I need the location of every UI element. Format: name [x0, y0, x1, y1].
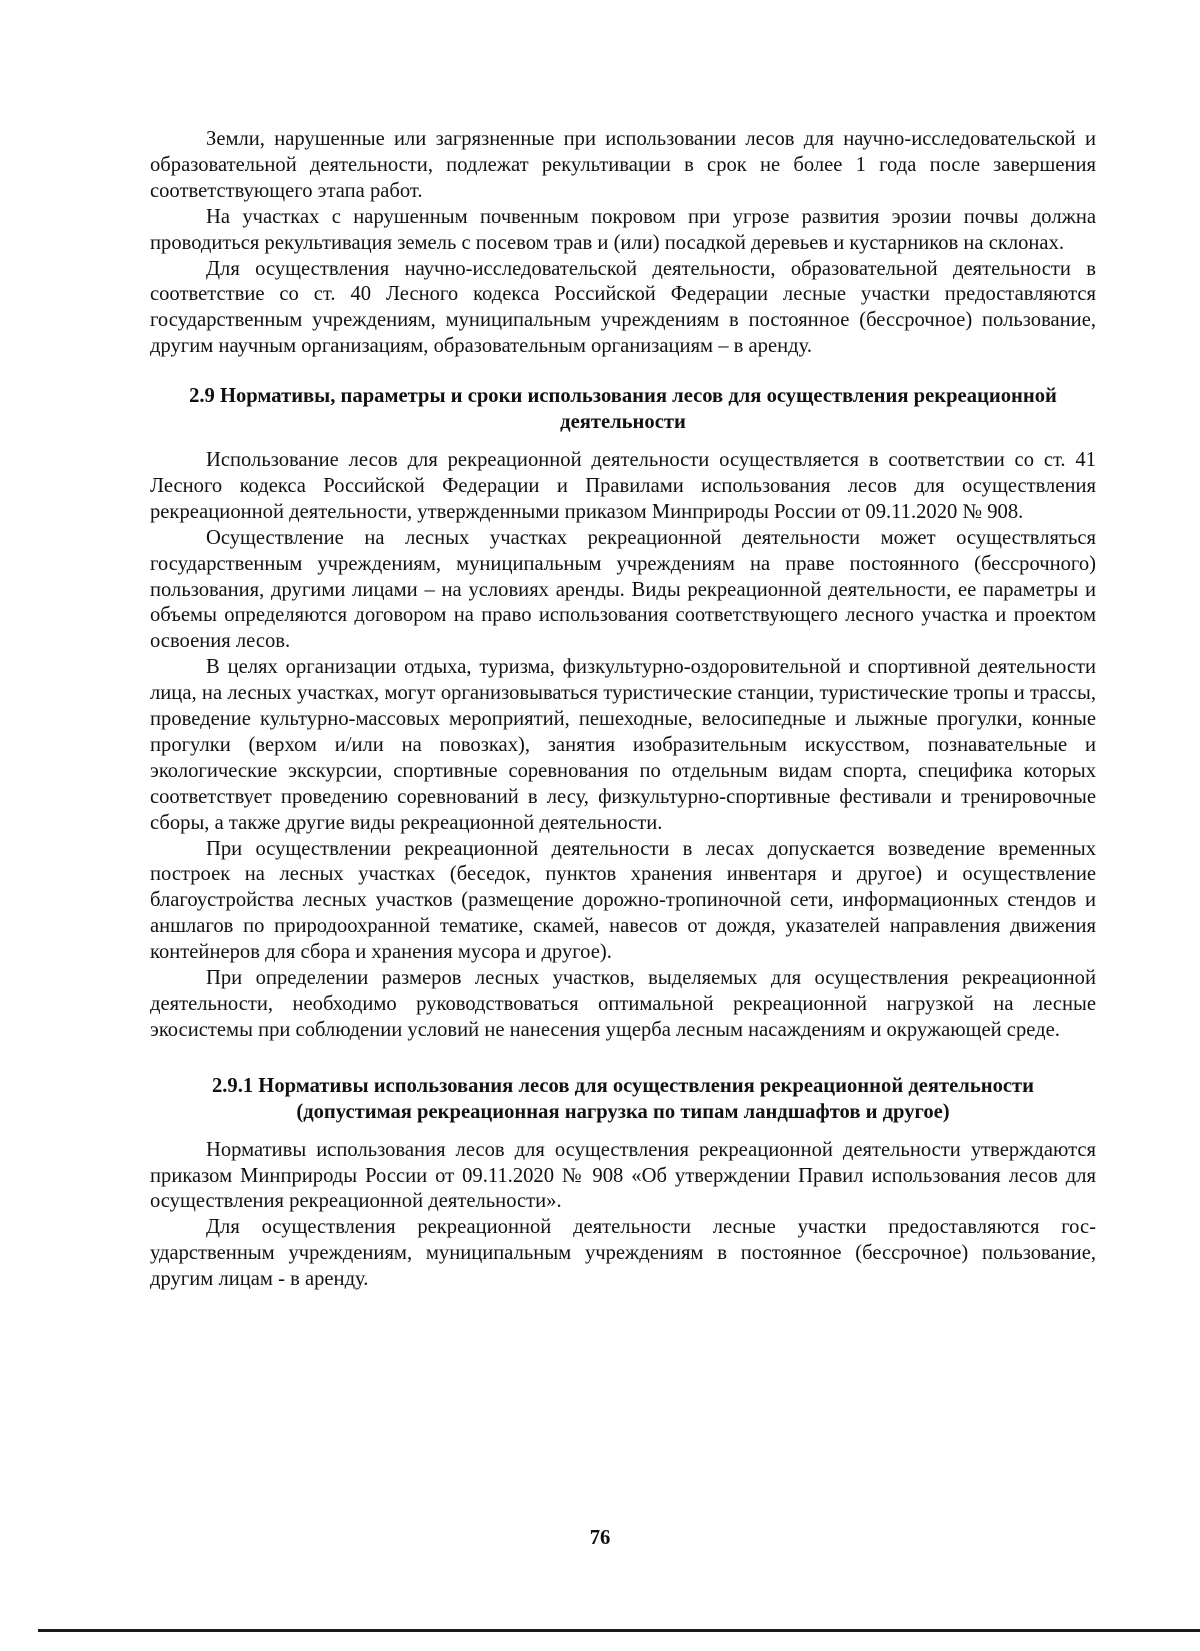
document-page	[150, 127, 1096, 1293]
section-2-9-1-heading-line1: 2.9.1 Нормативы использования лесов для осуществления рекреационной деятельности	[211, 1074, 1035, 1097]
paragraph-research-land-allocation: Для осуществления научно-исследовательской деятельности, образовательной деятельности в соответствие со ст. 40 Лесного кодекса Российской Федерации лесные участки предоставляются государственным учреждениям, муниципальным учреждениям в постоянное (бессрочное) пользование, другим научным организациям, образовательным организациям – в аренду.	[150, 257, 1096, 358]
paragraph-recreation-rights: Осуществление на лесных участках рекреационной деятельности может осуществляться государственным учреждениям, муниципальным учреждениям на праве постоянного (бессрочного) пользования, другими лицами – на условиях аренды. Виды рекреационной деятельности, ее параметры и объемы определяются договором на право использования соответствующего лесного участка и проектом освоения лесов.	[150, 526, 1096, 653]
paragraph-soil-erosion: На участках с нарушенным почвенным покровом при угрозе развития эрозии почвы должна проводиться рекультивация земель с посевом трав и (или) посадкой деревьев и кустарников на склонах.	[150, 205, 1096, 254]
paragraph-recreation-land-allocation: Для осуществления рекреационной деятельности лесные участки предоставляются государственным учреждениям, муниципальным учреждениям в постоянное (бессрочное) пользование, другим лицам - в аренду.	[150, 1216, 1096, 1291]
section-2-9-1-heading	[150, 1074, 1096, 1126]
paragraph-recreation-load: При определении размеров лесных участков, выделяемых для осуществления рекреационной деятельности, необходимо руководствоваться оптимальной рекреационной нагрузкой на лесные экосистемы при соблюдении условий не нанесения ущерба лесным насаждениям и окружающей среде.	[150, 967, 1096, 1041]
paragraph-recreation-legal-basis: Использование лесов для рекреационной деятельности осуществляется в соответствии со ст. 41 Лесного кодекса Российской Федерации и Правилами использования лесов для осуществления рекреационной деятельности, утвержденными приказом Минприроды России от 09.11.2020 № 908.	[150, 448, 1096, 523]
paragraph-land-recultivation: Земли, нарушенные или загрязненные при использовании лесов для научно-исследовательской и образовательной деятельности, подлежат рекультивации в срок не более 1 года после завершения соответствующего этапа работ.	[150, 128, 1096, 202]
section-2-9-1-heading-line2: (допустимая рекреационная нагрузка по типам ландшафтов и другое)	[296, 1100, 950, 1123]
section-2-9-heading: 2.9 Нормативы, параметры и сроки использования лесов для осуществления рекреационной деятельности	[189, 385, 1057, 434]
paragraph-recreation-activities: В целях организации отдыха, туризма, физкультурно-оздоровительной и спортивной деятельности лица, на лесных участках, могут организовываться туристические станции, туристические тропы и трассы, проведение культурно-массовых мероприятий, пешеходные, велосипедные и лыжные прогулки, конные прогулки (верхом и/или на повозках), занятия изобразительным искусством, познавательные и экологические экскурсии, спортивные соревнования по отдельным видам спорта, специфика которых соответствует проведению соревнований в лесу, физкультурно-спортивные фестивали и тренировочные сборы, а также другие виды рекреационной деятельности.	[150, 656, 1096, 834]
paragraph-temporary-buildings: При осуществлении рекреационной деятельности в лесах допускается возведение временных построек на лесных участках (беседок, пунктов хранения инвентаря и другое) и осуществление благоустройства лесных участков (размещение дорожно-тропиночной сети, информационных стендов и аншлагов по природоохранной тематике, скамей, навесов от дождя, указателей направления движения контейнеров для сбора и хранения мусора и другое).	[150, 837, 1096, 964]
paragraph-recreation-norms: Нормативы использования лесов для осуществления рекреационной деятельности утверждаются приказом Минприроды России от 09.11.2020 № 908 «Об утверждении Правил использования лесов для осуществления рекреационной деятельности».	[150, 1138, 1096, 1213]
bottom-divider	[38, 1629, 1200, 1632]
page-number: 76	[589, 1527, 611, 1549]
